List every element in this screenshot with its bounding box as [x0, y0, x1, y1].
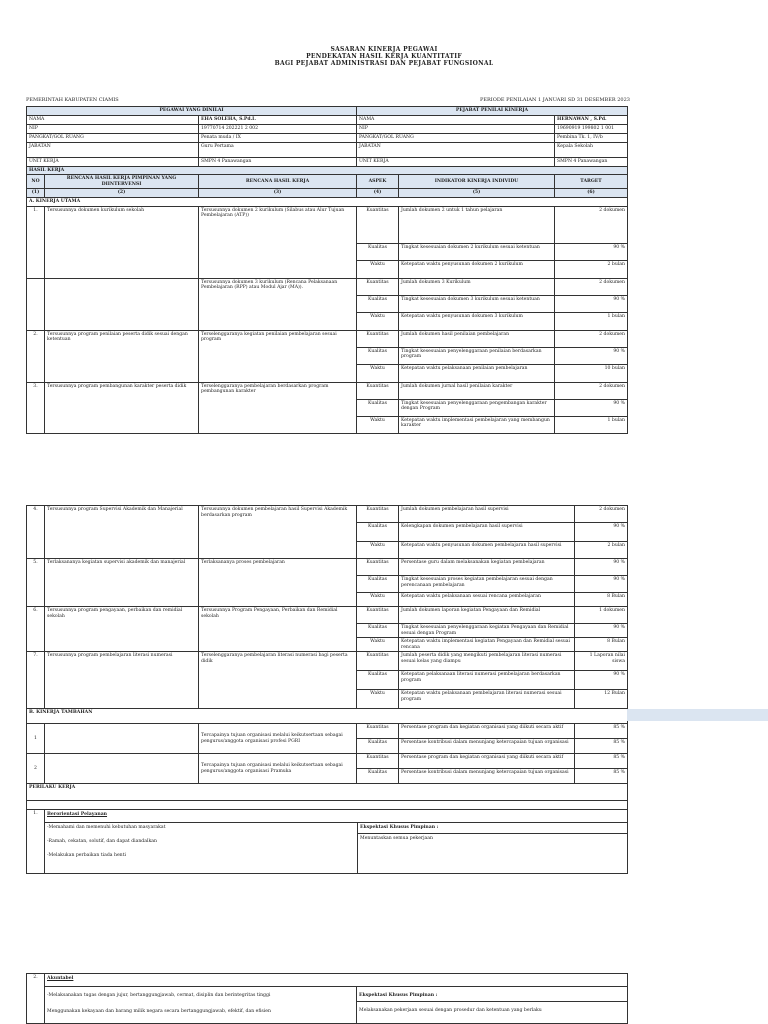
- perilaku-content: [45, 974, 628, 1024]
- perilaku-body: [45, 823, 627, 873]
- aspek: Kualitas: [357, 769, 399, 784]
- ekspektasi-label: Ekspektasi Khusus Pimpinan :: [357, 991, 627, 1002]
- rencana-hasil-kerja: Terlaksananya proses pembelajaran: [199, 559, 357, 607]
- indikator: Jumlah dokumen hasil penilaian pembelajaran: [399, 330, 555, 347]
- aspek: Waktu: [357, 542, 399, 559]
- item-number: 1.: [27, 206, 45, 278]
- indikator: Ketepatan waktu pelaksanaan sesuai rencana pembelajaran: [399, 593, 575, 607]
- aspek: Kualitas: [357, 624, 399, 638]
- left-label: NAMA: [27, 115, 199, 124]
- perilaku-title: Berorientasi Pelayanan: [45, 810, 627, 823]
- aspek: Waktu: [357, 364, 399, 382]
- identity-row: [27, 124, 628, 133]
- column-number: (4): [357, 189, 399, 198]
- rencana-hasil-kerja: Terselenggaranya pembelajaran berdasarkan program pembangunan karakter: [199, 382, 357, 433]
- item-number: 1: [27, 724, 45, 754]
- target: 90 %: [575, 559, 628, 576]
- aspek: Kuantitas: [357, 652, 399, 671]
- aspek: Kualitas: [357, 739, 399, 754]
- indikator: Tingkat kesesuaian penyelenggaraan pengembangan karakter dengan Program: [399, 399, 555, 416]
- identity-row: [27, 115, 628, 124]
- aspek: Kuantitas: [357, 607, 399, 624]
- aspek: Kualitas: [357, 347, 399, 364]
- identity-row: [27, 157, 628, 166]
- column-number: (3): [199, 189, 357, 198]
- item-number: 3.: [27, 382, 45, 433]
- indikator: Jumlah dokumen 3 Kurikulum: [399, 278, 555, 295]
- right-label: NIP: [357, 124, 555, 133]
- item-number: 5.: [27, 559, 45, 607]
- rencana-pimpinan: Tersusunnya program pengayaan, perbaikan dan remidial sekolah: [45, 607, 199, 652]
- left-value: Guru Pertama: [199, 142, 357, 157]
- identity-header-row: [27, 107, 628, 116]
- indikator: Jumlah peserta didik yang mengikuti pembelajaran literasi numerasi sesuai kelas yang diampu: [399, 652, 575, 671]
- aspek: Waktu: [357, 260, 399, 278]
- target: 2 dokumen: [575, 506, 628, 523]
- aspek: Waktu: [357, 638, 399, 652]
- rencana-pimpinan: [45, 754, 199, 784]
- indikator: Persentase guru dalam melaksanakan kegiatan pembelajaran: [399, 559, 575, 576]
- indikator: Ketepatan waktu implementasi pembelajaran yang membangun karakter: [399, 416, 555, 433]
- target: 90 %: [575, 671, 628, 690]
- column-number-row: [27, 189, 628, 198]
- indikator: Persentase kontribusi dalam menunjang ketercapaian tujuan organisasi: [399, 769, 575, 784]
- indikator: Jumlah dokumen pembelajaran hasil supervisi: [399, 506, 575, 523]
- left-header: PEGAWAI YANG DINILAI: [27, 107, 357, 116]
- left-label: UNIT KERJA: [27, 157, 199, 166]
- indikator: Ketepatan pelaksanaan literasi numerasi pembelajaran berdasarkan program: [399, 671, 575, 690]
- aspek: Kuantitas: [357, 330, 399, 347]
- target: 12 Bulan: [575, 690, 628, 709]
- right-header: PEJABAT PENILAI KINERJA: [357, 107, 628, 116]
- right-value: 19690919 199802 1 001: [555, 124, 628, 133]
- aspek: Kualitas: [357, 399, 399, 416]
- title-line-2: PENDEKATAN HASIL KERJA KUANTITATIF: [306, 53, 462, 60]
- left-value: SMPN 4 Panawangan: [199, 157, 357, 166]
- pemerintah-label: PEMERINTAH KABUPATEN CIAMIS: [26, 97, 119, 103]
- aspek: Kuantitas: [357, 382, 399, 399]
- right-label: NAMA: [357, 115, 555, 124]
- rencana-pimpinan: Tersusunnya program pembelajaran literasi numerasi: [45, 652, 199, 709]
- target: 90 %: [555, 295, 628, 312]
- indikator: Persentase kontribusi dalam menunjang ketercapaian tujuan organisasi: [399, 739, 575, 754]
- right-label: UNIT KERJA: [357, 157, 555, 166]
- kinerja-tambahan-label: B. KINERJA TAMBAHAN: [27, 709, 628, 724]
- aspek: Kuantitas: [357, 754, 399, 769]
- item-number: [27, 278, 45, 330]
- target: 2 dokumen: [555, 382, 628, 399]
- indicator-row: [27, 607, 628, 624]
- skp-table-page-3: [26, 973, 628, 1024]
- right-label: PANGKAT/GOL RUANG: [357, 133, 555, 142]
- perilaku-number: 2.: [27, 974, 45, 1024]
- column-header-no: NO: [27, 175, 45, 189]
- target: 90 %: [575, 576, 628, 593]
- section-row: [27, 784, 628, 801]
- right-value: Kepala Sekolah: [555, 142, 628, 157]
- rencana-hasil-kerja: Tercapainya tujuan organisasi melalui keikutsertaan sebagai pengurus/anggota organisasi profesi PGRI: [199, 724, 357, 754]
- perilaku-item: Menggunakan kekayaan dan barang milik negara secara bertanggungjawab, efektif, dan efisien: [47, 1009, 271, 1014]
- rencana-pimpinan: [45, 278, 199, 330]
- aspek: Waktu: [357, 416, 399, 433]
- hasil-kerja-label: HASIL KERJA: [27, 166, 628, 175]
- section-row: [27, 197, 628, 206]
- item-number: 7.: [27, 652, 45, 709]
- target: 1 dokumen: [575, 607, 628, 624]
- aspek: Kuantitas: [357, 206, 399, 243]
- rencana-hasil-kerja: Tersusunnya dokumen 2 kurikulum (Silabus atau Alur Tujuan Pembelajaran (ATP)): [199, 206, 357, 278]
- rencana-hasil-kerja: Tercapainya tujuan organisasi melalui keikutsertaan sebagai pengurus/anggota organisasi Pramuka: [199, 754, 357, 784]
- indicator-row: [27, 278, 628, 295]
- target: 90 %: [575, 624, 628, 638]
- highlight-stripe: [627, 709, 768, 721]
- target: 85 %: [575, 754, 628, 769]
- target: 10 bulan: [555, 364, 628, 382]
- ekspektasi-block: [357, 987, 627, 1023]
- indikator: Kelengkapan dokumen pembelajaran hasil supervisi: [399, 523, 575, 542]
- indikator: Tingkat kesesuaian dokumen 3 kurikulum sesuai ketentuan: [399, 295, 555, 312]
- perilaku-items: [45, 987, 357, 1023]
- skp-table-page-2: [26, 505, 628, 874]
- indicator-row: [27, 724, 628, 739]
- indikator: Ketepatan waktu pelaksanaan pembelajaran literasi numerasi sesuai program: [399, 690, 575, 709]
- ekspektasi-text: Menuntaskan semua pekerjaan: [360, 835, 433, 841]
- indikator: Tingkat kesesuaian dokumen 2 kurikulum sesuai ketentuan: [399, 243, 555, 260]
- kinerja-utama-label: A. KINERJA UTAMA: [27, 197, 628, 206]
- left-value: EHA SOLEHA, S.Pd.I.: [199, 115, 357, 124]
- column-number: (1): [27, 189, 45, 198]
- aspek: Kualitas: [357, 243, 399, 260]
- identity-row: [27, 133, 628, 142]
- perilaku-kerja-label: PERILAKU KERJA: [27, 784, 628, 801]
- target: 85 %: [575, 724, 628, 739]
- aspek: Kualitas: [357, 671, 399, 690]
- rencana-hasil-kerja: Tersusunnya Program Pengayaan, Perbaikan dan Remidial sekolah: [199, 607, 357, 652]
- indicator-row: [27, 206, 628, 243]
- periode-label: PERIODE PENILAIAN 1 JANUARI SD 31 DESEMBER 2023: [480, 97, 630, 103]
- aspek: Kuantitas: [357, 559, 399, 576]
- column-header-target: TARGET: [555, 175, 628, 189]
- indikator: Ketepatan waktu penyusunan dokumen 3 kurikulum: [399, 312, 555, 330]
- column-header-aspek: ASPEK: [357, 175, 399, 189]
- indikator: Jumlah dokumen jurnal hasil penilaian karakter: [399, 382, 555, 399]
- right-value: Pembina Tk. 1, IV/b: [555, 133, 628, 142]
- column-header-indikator: INDIKATOR KINERJA INDIVIDU: [399, 175, 555, 189]
- indicator-row: [27, 559, 628, 576]
- target: 8 Bulan: [575, 638, 628, 652]
- left-label: JABATAN: [27, 142, 199, 157]
- target: 85 %: [575, 739, 628, 754]
- item-number: 2.: [27, 330, 45, 382]
- section-row: [27, 166, 628, 175]
- indicator-row: [27, 382, 628, 399]
- indicator-row: [27, 652, 628, 671]
- target: 90 %: [575, 523, 628, 542]
- indikator: Tingkat kesesuaian penyelenggaraan kegiatan Pengayaan dan Remidial sesuai dengan Program: [399, 624, 575, 638]
- ekspektasi-block: [358, 823, 627, 873]
- indikator: Ketepatan waktu penyusunan dokumen 2 kurikulum: [399, 260, 555, 278]
- aspek: Kuantitas: [357, 506, 399, 523]
- ekspektasi-text: Melaksanakan pekerjaan sesuai dengan prosedur dan ketentuan yang berlaku: [359, 1007, 542, 1013]
- skp-table-page-1: [26, 106, 628, 434]
- perilaku-item: -Memahami dan memenuhi kebutuhan masyarakat: [47, 825, 166, 831]
- rencana-pimpinan: Terlaksananya kegiatan supervisi akademik dan manajerial: [45, 559, 199, 607]
- column-header-row: [27, 175, 628, 189]
- rencana-pimpinan: [45, 724, 199, 754]
- target: 2 dokumen: [555, 278, 628, 295]
- left-value: Penata muda / IX: [199, 133, 357, 142]
- indikator: Persentase program dan kegiatan organisasi yang diikuti secara aktif: [399, 754, 575, 769]
- aspek: Waktu: [357, 690, 399, 709]
- indikator: Ketepatan waktu penyusunan dokumen pembelajaran hasil supervisi: [399, 542, 575, 559]
- rencana-pimpinan: Tersusunnya program pembangunan karakter peserta didik: [45, 382, 199, 433]
- aspek: Kualitas: [357, 576, 399, 593]
- target: 90 %: [555, 347, 628, 364]
- rencana-pimpinan: Tersusunnya dokumen kurikulum sekolah: [45, 206, 199, 278]
- title-line-1: SASARAN KINERJA PEGAWAI: [330, 46, 438, 53]
- perilaku-item: -Ramah, cekatan, solutif, dan dapat diandalkan: [47, 839, 157, 845]
- perilaku-content: [45, 810, 628, 874]
- indikator: Jumlah dokumen laporan kegiatan Pengayaan dan Remidial: [399, 607, 575, 624]
- indikator: Tingkat kesesuaian proses kegiatan pembelajaran sesuai dengan perencanaan pembelajaran: [399, 576, 575, 593]
- target: 1 bulan: [555, 416, 628, 433]
- perilaku-number: 1.: [27, 810, 45, 874]
- aspek: Kualitas: [357, 295, 399, 312]
- item-number: 2: [27, 754, 45, 784]
- target: 90 %: [555, 243, 628, 260]
- rencana-hasil-kerja: Terselenggaranya pembelajaran literasi numerasi bagi peserta didik: [199, 652, 357, 709]
- target: 2 bulan: [555, 260, 628, 278]
- spacer-cell: [27, 801, 628, 810]
- ekspektasi-label: Ekspektasi Khusus Pimpinan :: [358, 823, 627, 834]
- spacer-row: [27, 801, 628, 810]
- target: 85 %: [575, 769, 628, 784]
- target: 8 Bulan: [575, 593, 628, 607]
- perilaku-item: -Melaksanakan tugas dengan jujur, bertanggungjawab, cermat, disiplin dan berintegritas tinggi: [47, 993, 271, 998]
- rencana-pimpinan: Tersusunnya program penilaian peserta didik sesuai dengan ketentuan: [45, 330, 199, 382]
- indicator-row: [27, 330, 628, 347]
- indikator: Tingkat kesesuaian penyelenggaraan penilaian berdasarkan program: [399, 347, 555, 364]
- perilaku-row: [27, 974, 628, 1024]
- column-number: (6): [555, 189, 628, 198]
- right-value: SMPN 4 Panawangan: [555, 157, 628, 166]
- indikator: Ketepatan waktu implementasi kegiatan Pengayaan dan Remidial sesuai rencana: [399, 638, 575, 652]
- item-number: 6.: [27, 607, 45, 652]
- column-number: (2): [45, 189, 199, 198]
- rencana-hasil-kerja: Tersusunnya dokumen 3 kurikulum (Rencana Pelaksanaan Pembelajaran (RPP) atau Modul Ajar (MA)).: [199, 278, 357, 330]
- column-header-rencana: RENCANA HASIL KERJA: [199, 175, 357, 189]
- document-title: [0, 46, 768, 67]
- indikator: Ketepatan waktu pelaksanaan penilaian pembelajaran: [399, 364, 555, 382]
- perilaku-item: -Melakukan perbaikan tiada henti: [47, 853, 126, 859]
- aspek: Kualitas: [357, 523, 399, 542]
- target: 1 Laporan nilai siswa: [575, 652, 628, 671]
- rencana-hasil-kerja: Terselenggaranya kegiatan penilaian pembelajaran sesuai program: [199, 330, 357, 382]
- perilaku-row: [27, 810, 628, 874]
- right-value: HERNAWAN , S.Pd.: [555, 115, 628, 124]
- aspek: Waktu: [357, 312, 399, 330]
- title-line-3: BAGI PEJABAT ADMINISTRASI DAN PEJABAT FUNGSIONAL: [274, 60, 494, 67]
- aspek: Kuantitas: [357, 724, 399, 739]
- identity-row: [27, 142, 628, 157]
- perilaku-items: [45, 823, 358, 873]
- column-number: (5): [399, 189, 555, 198]
- target: 2 bulan: [575, 542, 628, 559]
- target: 90 %: [555, 399, 628, 416]
- column-header-rencana_pimpinan: RENCANA HASIL KERJA PIMPINAN YANG DIINTERVENSI: [45, 175, 199, 189]
- indicator-row: [27, 754, 628, 769]
- target: 2 dokumen: [555, 206, 628, 243]
- left-label: NIP: [27, 124, 199, 133]
- indikator: Jumlah dokumen 2 untuk 1 tahun pelajaran: [399, 206, 555, 243]
- perilaku-title: Akuntabel: [45, 974, 627, 987]
- indicator-row: [27, 506, 628, 523]
- left-value: 19770714 202221 2 002: [199, 124, 357, 133]
- perilaku-body: [45, 987, 627, 1023]
- aspek: Kuantitas: [357, 278, 399, 295]
- rencana-hasil-kerja: Tersusunnya dokumen pembelajaran hasil Supervisi Akademik berdasarkan program: [199, 506, 357, 559]
- left-label: PANGKAT/GOL RUANG: [27, 133, 199, 142]
- section-row: [27, 709, 628, 724]
- target: 2 dokumen: [555, 330, 628, 347]
- right-label: JABATAN: [357, 142, 555, 157]
- aspek: Waktu: [357, 593, 399, 607]
- rencana-pimpinan: Tersusunnya program Supervisi Akademik dan Manajerial: [45, 506, 199, 559]
- target: 1 bulan: [555, 312, 628, 330]
- item-number: 4.: [27, 506, 45, 559]
- indikator: Persentase program dan kegiatan organisasi yang diikuti secara aktif: [399, 724, 575, 739]
